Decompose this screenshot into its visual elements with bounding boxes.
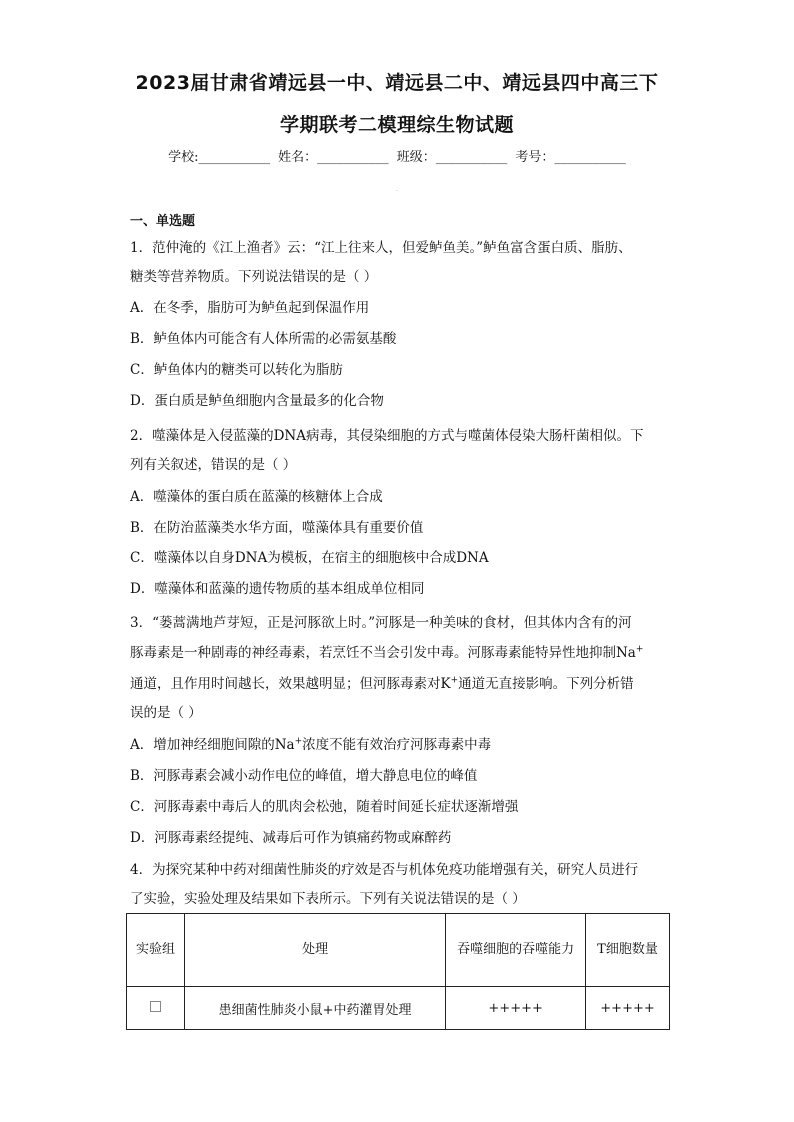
q4-stem-line2: 了实验，实验处理及结果如下表所示。下列有关说法错误的是（ ） xyxy=(130,891,526,907)
center-dot: · xyxy=(396,188,398,195)
q2-stem-line1: 2．噬藻体是入侵蓝藻的DNA病毒，其侵染细胞的方式与噬菌体侵染大肠杆菌相似。下 xyxy=(130,428,644,444)
q1-option-a: A．在冬季，脂肪可为鲈鱼起到保温作用 xyxy=(130,300,370,316)
q3-stem-line2 xyxy=(130,641,643,661)
section-title: 一、单选题 xyxy=(130,214,196,229)
q2-option-c: C．噬藻体以自身DNA为模板，在宿主的细胞核中合成DNA xyxy=(130,550,489,566)
q2-stem-line2: 列有关叙述，错误的是（ ） xyxy=(130,457,297,473)
experiment-table xyxy=(126,913,670,1030)
exam-title-line1: 2023届甘肃省靖远县一中、靖远县二中、靖远县四中高三下 xyxy=(135,72,659,94)
exam-title-line2: 学期联考二模理综生物试题 xyxy=(279,114,514,136)
q3-option-a-part2: 浓度不能有效治疗河豚毒素中毒 xyxy=(302,737,492,753)
q3-stem-line2-text: 豚毒素是一种剧毒的神经毒素，若烹饪不当会引发中毒。河豚毒素能特异性地抑制Na xyxy=(130,645,636,661)
group-cell xyxy=(127,987,185,1030)
phagocytosis-cell: +++++ xyxy=(446,987,586,1030)
q3-stem-line3 xyxy=(130,672,634,692)
q3-option-d: D．河豚毒素经提纯、减毒后可作为镇痛药物或麻醉药 xyxy=(130,830,452,846)
q3-superscript-plus: + xyxy=(450,675,459,686)
q3-stem-line1: 3．“蒌蒿满地芦芽短，正是河豚欲上时。”河豚是一种美味的食材，但其体内含有的河 xyxy=(130,615,632,631)
header-group: 实验组 xyxy=(127,914,185,987)
class-field: 班级：___________ xyxy=(396,150,508,165)
q3-option-a-part1: A．增加神经细胞间隙的Na xyxy=(130,737,295,753)
q2-option-a: A．噬藻体的蛋白质在蓝藻的核糖体上合成 xyxy=(130,489,383,505)
placeholder-box-icon xyxy=(150,1001,161,1012)
school-field: 学校:___________ xyxy=(168,150,270,165)
q3-stem-line3-part2: 通道无直接影响。下列分析错 xyxy=(458,676,634,692)
number-field: 考号：___________ xyxy=(515,150,626,165)
table-row xyxy=(127,987,670,1030)
treatment-cell: 患细菌性肺炎小鼠+中药灌胃处理 xyxy=(184,987,445,1030)
q3-superscript-plus: + xyxy=(294,736,303,747)
q3-stem-line3-part1: 通道，且作用时间越长，效果越明显；但河豚毒素对K xyxy=(130,676,451,692)
q1-option-b: B．鲈鱼体内可能含有人体所需的必需氨基酸 xyxy=(130,331,397,347)
name-field: 姓名：___________ xyxy=(278,150,389,165)
q2-option-d: D．噬藻体和蓝藻的遗传物质的基本组成单位相同 xyxy=(130,581,425,597)
q1-stem-line2: 糖类等营养物质。下列说法错误的是（ ） xyxy=(130,269,378,285)
student-info-line xyxy=(0,146,794,165)
q1-option-d: D．蛋白质是鲈鱼细胞内含量最多的化合物 xyxy=(130,393,384,409)
q3-stem-line4: 误的是（ ） xyxy=(130,705,202,721)
q2-option-b: B．在防治蓝藻类水华方面，噬藻体具有重要价值 xyxy=(130,520,424,536)
q3-option-c: C．河豚毒素中毒后人的肌肉会松弛，随着时间延长症状逐渐增强 xyxy=(130,799,519,815)
q3-option-b: B．河豚毒素会减小动作电位的峰值，增大静息电位的峰值 xyxy=(130,768,478,784)
header-treatment: 处理 xyxy=(184,914,445,987)
q4-stem-line1: 4．为探究某种中药对细菌性肺炎的疗效是否与机体免疫功能增强有关，研究人员进行 xyxy=(130,862,639,878)
table-header-row xyxy=(127,914,670,987)
header-phagocytosis: 吞噬细胞的吞噬能力 xyxy=(446,914,586,987)
header-tcell: T细胞数量 xyxy=(586,914,670,987)
tcell-cell: +++++ xyxy=(586,987,670,1030)
q3-superscript-plus: + xyxy=(635,644,644,655)
q1-stem-line1: 1．范仲淹的《江上渔者》云：“江上往来人，但爱鲈鱼美。”鲈鱼富含蛋白质、脂肪、 xyxy=(130,240,632,256)
q3-option-a xyxy=(130,733,491,753)
q1-option-c: C．鲈鱼体内的糖类可以转化为脂肪 xyxy=(130,362,343,378)
